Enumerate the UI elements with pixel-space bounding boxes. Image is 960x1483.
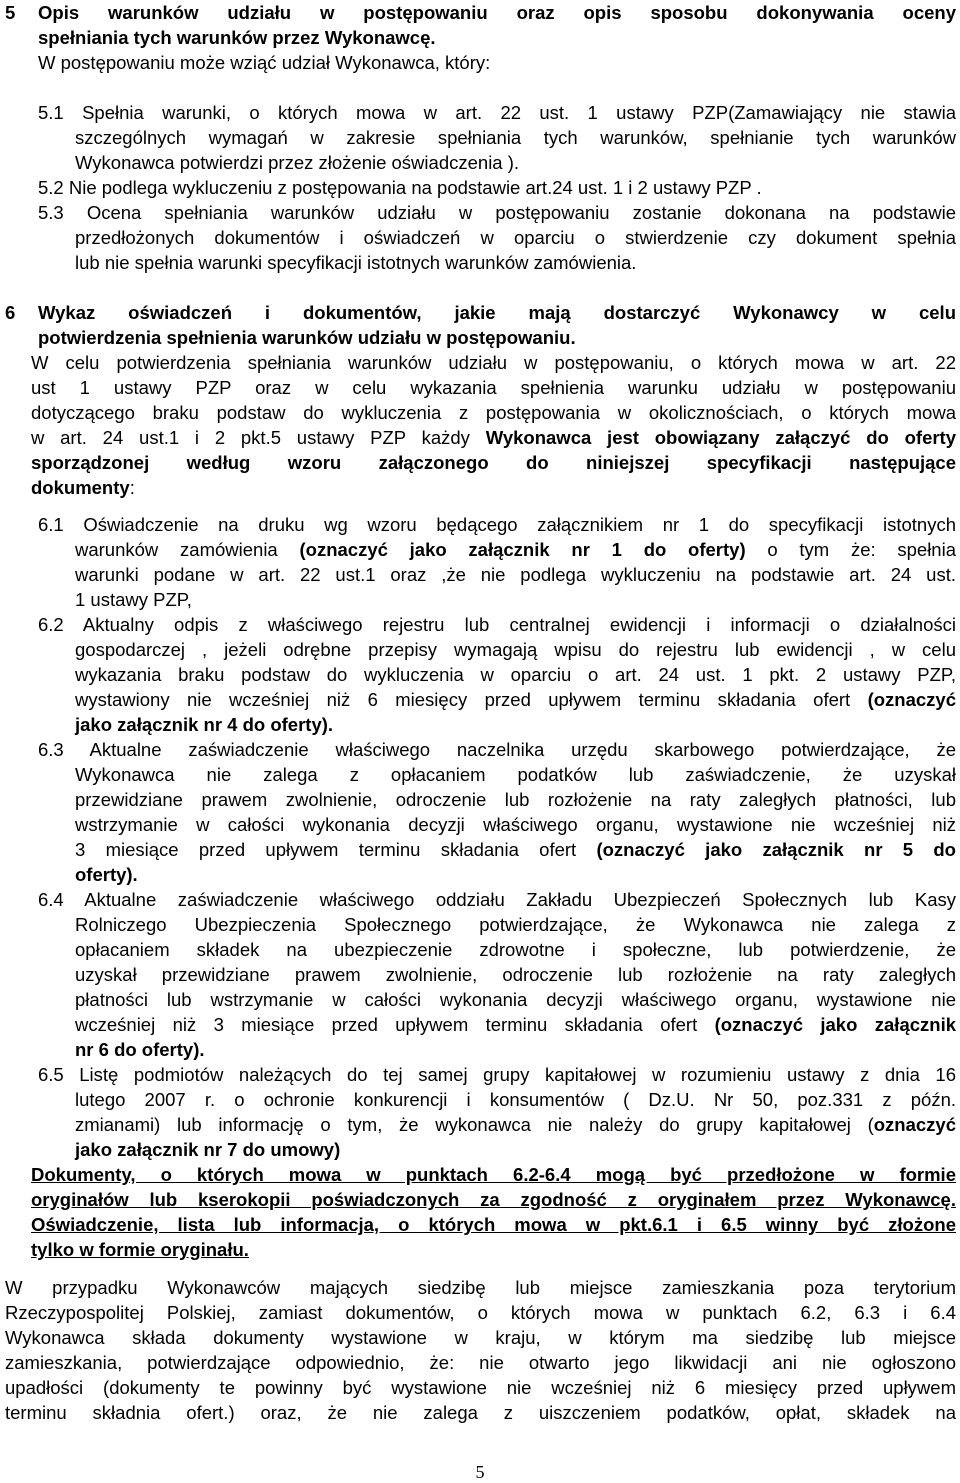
item-6-5 [75, 1112, 956, 1137]
note-copies: oryginałów lub kserokopii poświadczonych za zgodność z oryginałem przez Wykonawcę. [31, 1189, 956, 1210]
intro-emphasis: Wykonawca jest obowiązany załączyć do oferty [485, 427, 957, 448]
item-6-2: jako załącznik nr 4 do oferty). [75, 714, 334, 735]
paragraph-5-3: 5.3 Ocena spełniania warunków udziału w postępowaniu zostanie dokonana na podstawie [38, 202, 956, 223]
section-6-intro: sporządzonej według wzoru załączonego do niniejszej specyfikacji następujące [31, 452, 956, 473]
item-text: 3 miesiące przed upływem terminu składania ofert [75, 839, 597, 860]
item-6-4: 6.4 Aktualne zaświadczenie właściwego oddziału Zakładu Ubezpieczeń Społecznych lub Kasy [38, 889, 956, 910]
note-copies: Dokumenty, o których mowa w punktach 6.2-6.4 mogą być przedłożone w formie [31, 1164, 956, 1185]
paragraph-5-1: Wykonawca potwierdzi przez złożenie oświadczenia ). [75, 152, 520, 173]
foreign-contractors-paragraph: terminu składnia ofert.) oraz, że nie zalega z uiszczeniem podatków, opłat, składek na [5, 1402, 956, 1423]
intro-text: w art. 24 ust.1 i 2 pkt.5 ustawy PZP każdy [31, 427, 486, 448]
section-6-intro [31, 475, 135, 500]
item-6-5: 6.5 Listę podmiotów należących do tej samej grupy kapitałowej w rozumieniu ustawy z dnia 16 [38, 1064, 956, 1085]
page-number: 5 [475, 1462, 485, 1482]
item-6-1: warunki podane w art. 22 ust.1 oraz ,że nie podlega wykluczeniu na podstawie art. 24 ust. [75, 564, 956, 585]
paragraph-5-1: szczególnych wymagań w zakresie spełniania tych warunków, spełnianie tych warunków [75, 127, 956, 148]
item-emphasis: (oznaczyć [867, 689, 956, 710]
item-6-1: 6.1 Oświadczenie na druku wg wzoru będącego załącznikiem nr 1 do specyfikacji istotnych [38, 514, 956, 535]
section-6-intro: dotyczącego braku podstaw do wykluczenia z postępowania w okolicznościach, o których mowa [31, 402, 956, 423]
section-5-heading: Opis warunków udziału w postępowaniu oraz opis sposobu dokonywania oceny [38, 2, 956, 23]
section-6-heading: Wykaz oświadczeń i dokumentów, jakie mają dostarczyć Wykonawcy w celu [38, 302, 956, 323]
foreign-contractors-paragraph: Wykonawca składa dokumenty wystawione w kraju, w którym ma siedzibę lub miejsce [5, 1327, 956, 1348]
item-6-5: lutego 2007 r. o ochronie konkurencji i konsumentów ( Dz.U. Nr 50, poz.331 z późn. [75, 1089, 956, 1110]
paragraph-5-2: 5.2 Nie podlega wykluczeniu z postępowania na podstawie art.24 ust. 1 i 2 ustawy PZP . [38, 177, 762, 198]
item-emphasis: (oznaczyć jako załącznik [714, 1014, 956, 1035]
paragraph-5-3: lub nie spełnia warunki specyfikacji istotnych warunków zamówienia. [75, 252, 637, 273]
foreign-contractors-paragraph: Rzeczypospolitej Polskiej, zamiast dokumentów, o których mowa w punktach 6.2, 6.3 i 6.4 [5, 1302, 956, 1323]
section-6-heading: potwierdzenia spełnienia warunków udziału w postępowaniu. [38, 327, 576, 348]
foreign-contractors-paragraph: W przypadku Wykonawców mających siedzibę lub miejsce zamieszkania poza terytorium [5, 1277, 956, 1298]
item-6-2: 6.2 Aktualny odpis z właściwego rejestru lub centralnej ewidencji i informacji o działalności [38, 614, 956, 635]
item-text: wcześniej niż 3 miesiące przed upływem terminu składania ofert [75, 1014, 715, 1035]
section-6-intro: ust 1 ustawy PZP oraz w celu wykazania spełnienia warunku udziału w postępowaniu [31, 377, 956, 398]
item-6-4: nr 6 do oferty). [75, 1039, 205, 1060]
intro-text: : [129, 477, 135, 498]
section-5-number: 5 [5, 2, 16, 23]
item-6-3: oferty). [75, 864, 138, 885]
paragraph-5-1: 5.1 Spełnia warunki, o których mowa w art. 22 ust. 1 ustawy PZP(Zamawiający nie stawia [38, 102, 956, 123]
item-6-4 [75, 1012, 956, 1037]
item-emphasis: (oznaczyć jako załącznik nr 5 do [596, 839, 956, 860]
foreign-contractors-paragraph: upadłości (dokumenty te powinny być wystawione nie wcześniej niż 6 miesięcy przed upływem [5, 1377, 956, 1398]
section-5-intro: W postępowaniu może wziąć udział Wykonawca, który: [38, 52, 491, 73]
item-text: zmianami) lub informację o tym, że wykonawca nie należy do grupy kapitałowej ( [75, 1114, 874, 1135]
item-6-4: uzyskał przewidziane prawem zwolnienie, odroczenie lub rozłożenie na raty zaległych [75, 964, 956, 985]
item-6-2: wykazania braku podstaw do wykluczenia w oparciu o art. 24 ust. 1 pkt. 2 ustawy PZP, [75, 664, 956, 685]
item-6-4: płatności lub wstrzymanie w całości wykonania decyzji właściwego organu, wystawione nie [75, 989, 956, 1010]
section-6-number: 6 [5, 302, 16, 323]
item-6-4: Rolniczego Ubezpieczenia Społecznego potwierdzające, że Wykonawca nie zalega z [75, 914, 956, 935]
item-6-5: jako załącznik nr 7 do umowy) [75, 1139, 341, 1160]
item-text: warunków zamówienia [75, 539, 300, 560]
section-5-heading: spełniania tych warunków przez Wykonawcę. [38, 27, 436, 48]
item-6-2 [75, 687, 956, 712]
item-text: o tym że: spełnia [745, 539, 956, 560]
intro-emphasis: dokumenty [31, 477, 130, 498]
item-6-2: gospodarczej , jeżeli odrębne przepisy wymagają wpisu do rejestru lub ewidencji , w celu [75, 639, 956, 660]
item-6-3: wstrzymanie w całości wykonania decyzji właściwego organu, wystawione nie wcześniej niż [75, 814, 956, 835]
item-6-3: Wykonawca nie zalega z opłacaniem podatków lub zaświadczenie, że uzyskał [75, 764, 956, 785]
item-6-3: przewidziane prawem zwolnienie, odroczenie lub rozłożenie na raty zaległych płatności, lub [75, 789, 956, 810]
item-text: wystawiony nie wcześniej niż 6 miesięcy przed upływem terminu składania ofert [75, 689, 868, 710]
item-6-4: opłacaniem składek na ubezpieczenie zdrowotne i społeczne, lub potwierdzenie, że [75, 939, 956, 960]
section-6-intro [31, 425, 956, 450]
note-originals: Oświadczenie, lista lub informacja, o których mowa w pkt.6.1 i 6.5 winny być złożone [31, 1214, 956, 1235]
item-emphasis: oznaczyć [873, 1114, 956, 1135]
item-emphasis: (oznaczyć jako załącznik nr 1 do oferty) [299, 539, 746, 560]
item-6-3: 6.3 Aktualne zaświadczenie właściwego naczelnika urzędu skarbowego potwierdzające, że [38, 739, 956, 760]
item-6-1 [75, 537, 956, 562]
section-6-intro: W celu potwierdzenia spełniania warunków udziału w postępowaniu, o których mowa w art. 22 [31, 352, 956, 373]
foreign-contractors-paragraph: zamieszkania, potwierdzające odpowiednio, że: nie otwarto jego likwidacji ani nie ogłoszono [5, 1352, 956, 1373]
item-6-3 [75, 837, 956, 862]
item-6-1: 1 ustawy PZP, [75, 589, 192, 610]
paragraph-5-3: przedłożonych dokumentów i oświadczeń w oparciu o stwierdzenie czy dokument spełnia [75, 227, 956, 248]
note-originals: tylko w formie oryginału. [31, 1239, 249, 1260]
